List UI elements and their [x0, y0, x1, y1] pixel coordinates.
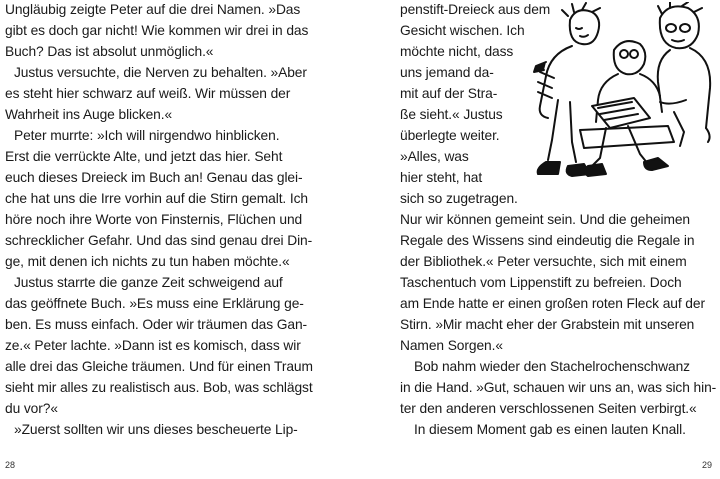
- text-line: es steht hier schwarz auf weiß. Wir müssen der: [5, 86, 291, 101]
- text-line: »Alles, was: [400, 149, 469, 164]
- text-line: Erst die verrückte Alte, und jetzt das hier. Seht: [5, 149, 283, 164]
- text-line: Namen Sorgen.«: [400, 338, 503, 353]
- text-line: Nur wir können gemeint sein. Und die geheimen: [400, 212, 690, 227]
- text-line: ben. Es muss einfach. Oder wir träumen das Gan-: [5, 317, 308, 332]
- text-line: sieht mir alles zu realistisch aus. Bob, was schlägst: [5, 380, 313, 395]
- text-line: Ungläubig zeigte Peter auf die drei Namen. »Das: [5, 2, 301, 17]
- text-line: euch dieses Dreieck im Buch an! Genau das glei-: [5, 170, 303, 185]
- text-line: ße sieht.« Justus: [400, 107, 503, 122]
- text-line: du vor?«: [5, 401, 58, 416]
- text-line: ter den anderen verschlossenen Seiten verbirgt.«: [400, 401, 697, 416]
- text-line: das geöffnete Buch. »Es muss eine Erklärung ge-: [5, 296, 304, 311]
- text-line: überlegte weiter.: [400, 128, 500, 143]
- text-line: In diesem Moment gab es einen lauten Knall.: [414, 422, 686, 437]
- text-line: Wahrheit ins Auge blicken.«: [5, 107, 173, 122]
- text-line: am Ende hatte er einen großen roten Fleck auf der: [400, 296, 705, 311]
- text-line: Justus versuchte, die Nerven zu behalten. »Aber: [14, 65, 307, 80]
- text-line: Gesicht wischen. Ich: [400, 23, 525, 38]
- text-line: ze.« Peter lachte. »Dann ist es komisch, dass wir: [5, 338, 301, 353]
- text-line: möchte nicht, dass: [400, 44, 514, 59]
- text-line: gibt es doch gar nicht! Wie kommen wir drei in das: [5, 23, 309, 38]
- text-line: sich so zugetragen.: [400, 191, 518, 206]
- three-boys-reading-book-illustration: [510, 2, 720, 190]
- text-line: mit auf der Stra-: [400, 86, 498, 101]
- text-line: Taschentuch vom Lippenstift zu befreien. Doch: [400, 275, 682, 290]
- text-line: Stirn. »Mir macht eher der Grabstein mit unseren: [400, 317, 695, 332]
- text-line: der Bibliothek.« Peter versuchte, sich mit einem: [400, 254, 687, 269]
- text-line: hier steht, hat: [400, 170, 483, 185]
- text-line: »Zuerst sollten wir uns dieses bescheuerte Lip-: [14, 422, 298, 437]
- text-line: alle drei das Gleiche träumen. Und für einen Traum: [5, 359, 313, 374]
- text-line: Buch? Das ist absolut unmöglich.«: [5, 44, 214, 59]
- page-number: 28: [5, 460, 16, 470]
- text-line: schrecklicher Gefahr. Und das sind genau drei Din-: [5, 233, 313, 248]
- page-number: 29: [701, 460, 712, 470]
- text-line: höre noch ihre Worte von Finsternis, Flüchen und: [5, 212, 303, 227]
- text-line: ge, mit denen ich nichts zu tun haben möchte.«: [5, 254, 290, 269]
- text-line: in die Hand. »Gut, schauen wir uns an, was sich hin-: [400, 380, 717, 395]
- text-line: penstift-Dreieck aus dem: [400, 2, 551, 17]
- text-line: uns jemand da-: [400, 65, 494, 80]
- text-line: Peter murrte: »Ich will nirgendwo hinblicken.: [14, 128, 280, 143]
- text-line: Justus starrte die ganze Zeit schweigend auf: [14, 275, 283, 290]
- text-line: Bob nahm wieder den Stachelrochenschwanz: [414, 359, 690, 374]
- text-line: che hat uns die Irre vorhin auf die Stirn gemalt. Ich: [5, 191, 308, 206]
- text-line: Regale des Wissens sind eindeutig die Regale in: [400, 233, 695, 248]
